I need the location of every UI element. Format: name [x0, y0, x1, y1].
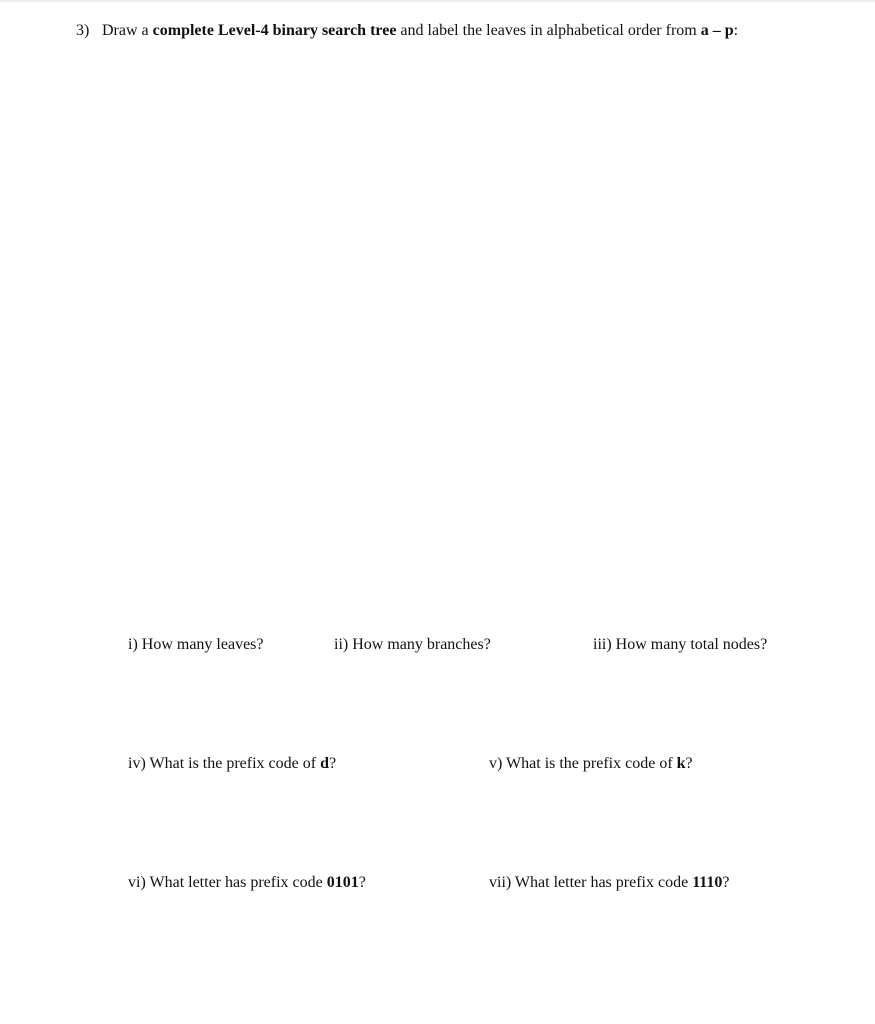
question-text-part: :	[733, 22, 739, 39]
subquestion-text: i) How many leaves?	[128, 636, 264, 653]
subquestion-end: ?	[358, 874, 366, 891]
question-bold-tree-type: complete Level-4 binary search tree	[152, 22, 397, 39]
subquestion-end: ?	[685, 755, 693, 772]
question-bold-letter-range: a – p	[700, 22, 734, 39]
subquestion-text: iv) What is the prefix code of	[128, 755, 321, 772]
subquestion-ii	[334, 635, 491, 655]
subquestion-end: ?	[329, 755, 337, 772]
subquestion-text: vi) What letter has prefix code	[128, 874, 327, 891]
subquestion-text: vii) What letter has prefix code	[489, 874, 693, 891]
subquestion-text: iii) How many total nodes?	[593, 636, 768, 653]
question-number: 3)	[76, 22, 90, 39]
question-text-part: Draw a	[102, 22, 153, 39]
subquestion-bold-value: k	[676, 755, 686, 772]
subquestion-vii	[489, 873, 730, 893]
subquestion-v	[489, 754, 693, 774]
subquestion-bold-value: d	[320, 755, 329, 772]
tree-drawing-area	[76, 60, 796, 610]
subquestion-bold-value: 0101	[326, 874, 359, 891]
page-top-edge	[0, 0, 875, 3]
subquestion-iii	[593, 635, 767, 655]
subquestion-bold-value: 1110	[692, 874, 723, 891]
subquestion-text: v) What is the prefix code of	[489, 755, 677, 772]
question-text-part: and label the leaves in alphabetical order from	[396, 22, 701, 39]
subquestion-end: ?	[722, 874, 730, 891]
subquestion-iv	[128, 754, 336, 774]
question-3-prompt	[76, 21, 738, 41]
subquestion-text: ii) How many branches?	[334, 636, 491, 653]
subquestion-i	[128, 635, 264, 655]
subquestion-vi	[128, 873, 366, 893]
